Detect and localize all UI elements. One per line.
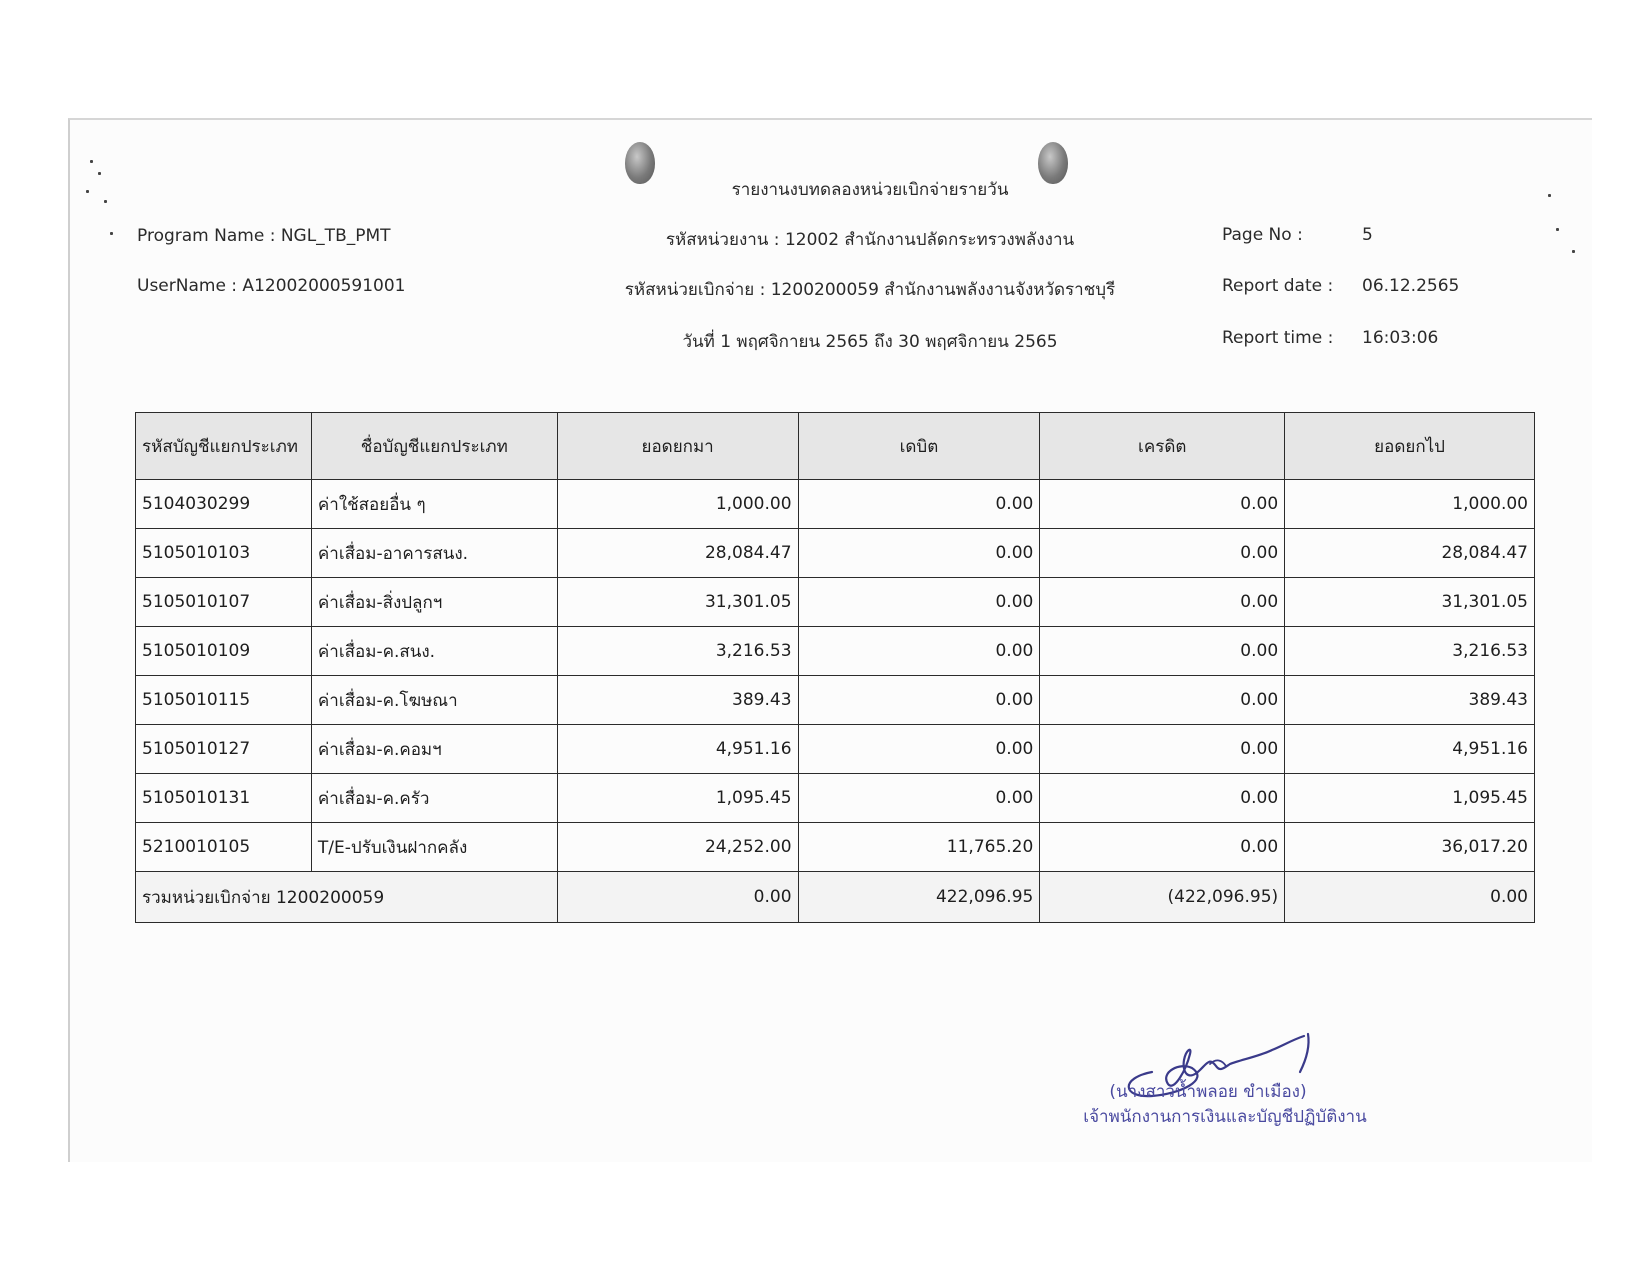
- credit: 0.00: [1040, 676, 1285, 725]
- carried-forward: 389.43: [1285, 676, 1535, 725]
- credit: 0.00: [1040, 823, 1285, 872]
- debit: 0.00: [798, 676, 1040, 725]
- debit: 0.00: [798, 480, 1040, 529]
- report-title: รายงานงบทดลองหน่วยเบิกจ่ายรายวัน: [731, 180, 1009, 200]
- carried-forward: 1,000.00: [1285, 480, 1535, 529]
- brought-forward: 3,216.53: [557, 627, 798, 676]
- account-name: ค่าใช้สอยอื่น ๆ: [311, 480, 557, 529]
- header-carried-forward: ยอดยกไป: [1285, 413, 1535, 480]
- scan-speck: [90, 160, 93, 163]
- scan-speck: [1548, 194, 1551, 197]
- debit: 11,765.20: [798, 823, 1040, 872]
- scan-speck: [86, 190, 89, 193]
- report-date-value: 06.12.2565: [1362, 276, 1460, 296]
- total-credit: (422,096.95): [1040, 872, 1285, 923]
- credit: 0.00: [1040, 578, 1285, 627]
- account-code: 5105010131: [136, 774, 312, 823]
- account-name: ค่าเสื่อม-อาคารสนง.: [311, 529, 557, 578]
- table-header-row: [136, 413, 1535, 480]
- header-brought-forward: ยอดยกมา: [557, 413, 798, 480]
- debit: 0.00: [798, 578, 1040, 627]
- total-carried-forward: 0.00: [1285, 872, 1535, 923]
- table-row: [136, 578, 1535, 627]
- table-row: [136, 529, 1535, 578]
- header-account-name: ชื่อบัญชีแยกประเภท: [311, 413, 557, 480]
- credit: 0.00: [1040, 627, 1285, 676]
- program-name: Program Name : NGL_TB_PMT: [137, 226, 391, 246]
- account-name: ค่าเสื่อม-ค.ครัว: [311, 774, 557, 823]
- scan-speck: [104, 200, 107, 203]
- credit: 0.00: [1040, 529, 1285, 578]
- account-code: 5105010107: [136, 578, 312, 627]
- credit: 0.00: [1040, 774, 1285, 823]
- account-code: 5105010127: [136, 725, 312, 774]
- account-name: ค่าเสื่อม-ค.สนง.: [311, 627, 557, 676]
- report-time-value: 16:03:06: [1362, 328, 1439, 348]
- user-name: UserName : A12002000591001: [137, 276, 406, 296]
- report-period: วันที่ 1 พฤศจิกายน 2565 ถึง 30 พฤศจิกายน 2565: [682, 332, 1058, 352]
- signatory-position: เจ้าพนักงานการเงินและบัญชีปฏิบัติงาน: [1083, 1107, 1367, 1127]
- disbursing-unit: รหัสหน่วยเบิกจ่าย : 1200200059 สำนักงานพลังงานจังหวัดราชบุรี: [624, 280, 1116, 300]
- brought-forward: 24,252.00: [557, 823, 798, 872]
- brought-forward: 28,084.47: [557, 529, 798, 578]
- debit: 0.00: [798, 529, 1040, 578]
- account-code: 5105010103: [136, 529, 312, 578]
- carried-forward: 3,216.53: [1285, 627, 1535, 676]
- scan-speck: [110, 232, 113, 235]
- header-debit: เดบิต: [798, 413, 1040, 480]
- report-time-label: Report time :: [1222, 328, 1334, 348]
- signatory-name: (นางสาวน้ำพลอย ขำเมือง): [1109, 1082, 1307, 1102]
- table-row: [136, 676, 1535, 725]
- debit: 0.00: [798, 627, 1040, 676]
- account-code: 5105010109: [136, 627, 312, 676]
- total-row: [136, 872, 1535, 923]
- account-code: 5210010105: [136, 823, 312, 872]
- credit: 0.00: [1040, 480, 1285, 529]
- table-row: [136, 627, 1535, 676]
- brought-forward: 1,000.00: [557, 480, 798, 529]
- brought-forward: 1,095.45: [557, 774, 798, 823]
- debit: 0.00: [798, 725, 1040, 774]
- account-name: ค่าเสื่อม-สิ่งปลูกฯ: [311, 578, 557, 627]
- brought-forward: 31,301.05: [557, 578, 798, 627]
- trial-balance-table: [135, 412, 1535, 923]
- account-name: ค่าเสื่อม-ค.คอมฯ: [311, 725, 557, 774]
- carried-forward: 1,095.45: [1285, 774, 1535, 823]
- agency-code: รหัสหน่วยงาน : 12002 สำนักงานปลัดกระทรวงพลังงาน: [665, 230, 1075, 250]
- carried-forward: 31,301.05: [1285, 578, 1535, 627]
- page-no-label: Page No :: [1222, 225, 1303, 245]
- carried-forward: 4,951.16: [1285, 725, 1535, 774]
- header-credit: เครดิต: [1040, 413, 1285, 480]
- report-date-label: Report date :: [1222, 276, 1334, 296]
- table-row: [136, 480, 1535, 529]
- credit: 0.00: [1040, 725, 1285, 774]
- page-no-value: 5: [1362, 225, 1373, 245]
- header-account-code: รหัสบัญชีแยกประเภท: [136, 413, 312, 480]
- table-row: [136, 774, 1535, 823]
- table-row: [136, 725, 1535, 774]
- total-brought-forward: 0.00: [557, 872, 798, 923]
- account-name: ค่าเสื่อม-ค.โฆษณา: [311, 676, 557, 725]
- table-row: [136, 823, 1535, 872]
- scan-speck: [98, 172, 101, 175]
- total-label: รวมหน่วยเบิกจ่าย 1200200059: [136, 872, 558, 923]
- brought-forward: 4,951.16: [557, 725, 798, 774]
- account-code: 5105010115: [136, 676, 312, 725]
- scan-speck: [1572, 250, 1575, 253]
- total-debit: 422,096.95: [798, 872, 1040, 923]
- account-name: T/E-ปรับเงินฝากคลัง: [311, 823, 557, 872]
- account-code: 5104030299: [136, 480, 312, 529]
- carried-forward: 28,084.47: [1285, 529, 1535, 578]
- brought-forward: 389.43: [557, 676, 798, 725]
- debit: 0.00: [798, 774, 1040, 823]
- scan-speck: [1556, 228, 1559, 231]
- carried-forward: 36,017.20: [1285, 823, 1535, 872]
